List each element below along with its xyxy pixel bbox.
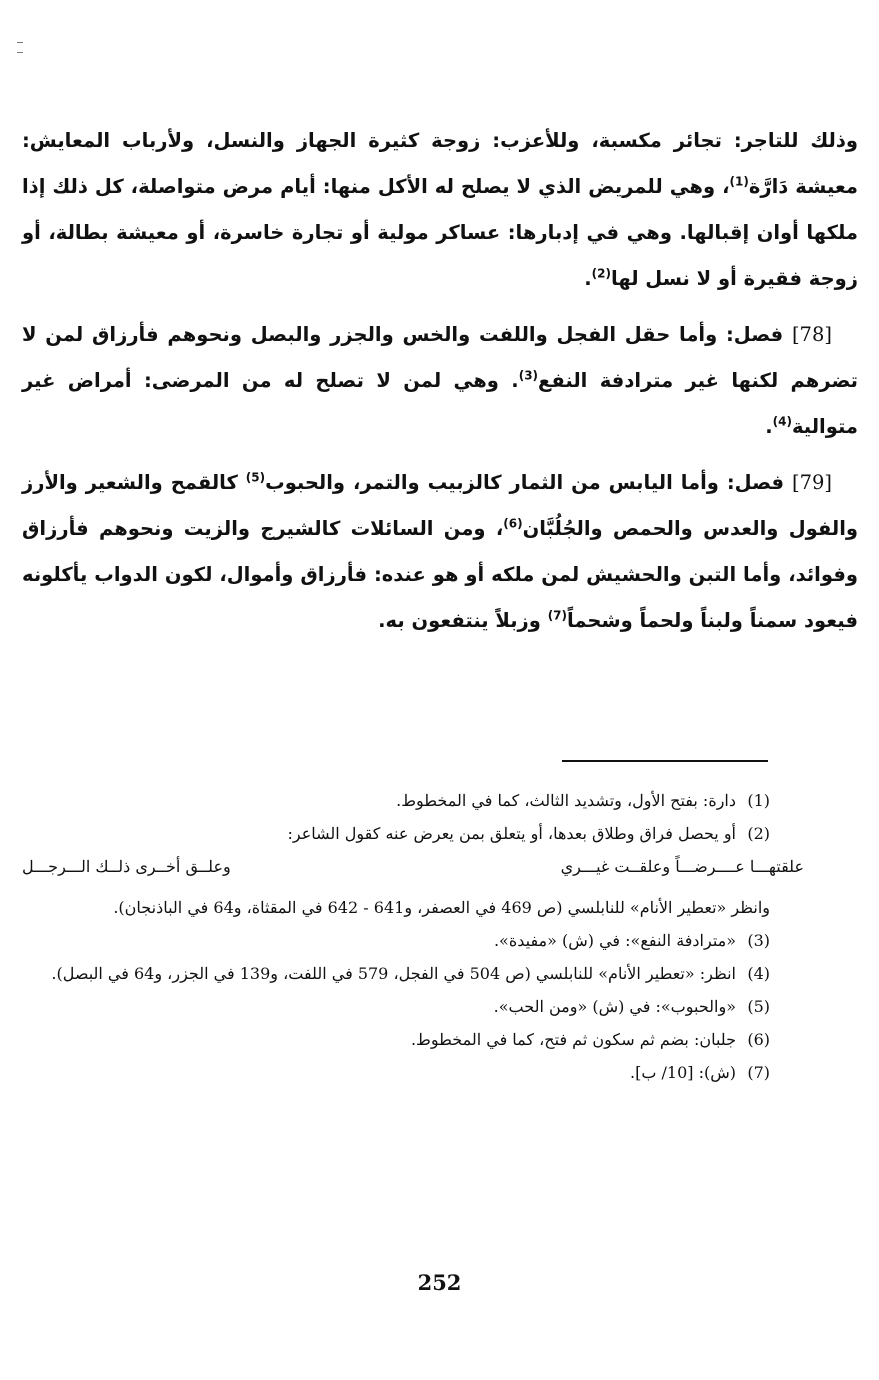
footnote-text: انظر: «تعطير الأنام» للنابلسي (ص 504 في الفجل، 579 في اللفت، و139 في الجزر، و64 في البصل). (51, 964, 736, 983)
paragraph-number: [79] (791, 471, 833, 494)
footnote-text: أو يحصل فراق وطلاق بعدها، أو يتعلق بمن يعرض عنه كقول الشاعر: (287, 824, 736, 843)
footnote-text: جلبان: بضم ثم سكون ثم فتح، كما في المخطوط. (410, 1030, 736, 1049)
paragraph-79-text-c: ، ومن السائلات كالشيرج والزيت ونحوهم فأرزاق وفوائد، وأما التبن والحشيش لمن ملكه أو هو عنده: فأرزاق وأموال، لكون الدواب يأكلونه فيعود سمناً ولبناً ولحماً وشحماً (22, 517, 858, 632)
footnote-number: (7) (747, 1063, 770, 1082)
paragraph-78 (22, 312, 858, 450)
footnote-text: (ش): [10/ ب]. (630, 1063, 736, 1082)
page-number: 252 (417, 1270, 462, 1295)
footnote-reference-text: وانظر «تعطير الأنام» للنابلسي (ص 469 في العصفر، و641 - 642 في المقثاة، و64 في الباذنجان). (113, 898, 770, 917)
footnote-separator (562, 760, 768, 762)
footnote-5 (22, 990, 770, 1023)
footnote-7 (22, 1056, 770, 1089)
verse-second-hemistich: وعلــق أخــرى ذلــك الـــرجـــل (22, 857, 231, 876)
footnote-number: (6) (747, 1030, 770, 1049)
footnote-text: «والحبوب»: في (ش) «ومن الحب». (493, 997, 736, 1016)
paragraph-1-text-c: . (584, 267, 592, 290)
main-text (22, 118, 858, 654)
paragraph-79-text-b: كالقمح والشعير والأرز والفول والعدس والحمص والجُلُبَّان (22, 471, 858, 540)
paragraph-1 (22, 118, 858, 302)
paragraph-number: [78] (791, 323, 832, 346)
footnote-text: دارة: بفتح الأول، وتشديد الثالث، كما في المخطوط. (396, 791, 736, 810)
footnote-ref-2[interactable]: (2) (591, 266, 611, 281)
footnote-number: (3) (747, 931, 770, 950)
footnote-2 (22, 817, 804, 924)
section-keyword: فصل: (725, 323, 784, 346)
footnote-ref-4[interactable]: (4) (772, 414, 792, 429)
paragraph-78-text-a: وأما حقل الفجل واللفت والخس والجزر والبصل ونحوهم فأرزاق لمن لا تضرهم لكنها غير مترادفة النفع (22, 323, 858, 392)
paragraph-79-text-a: وأما اليابس من الثمار كالزبيب والتمر، والحبوب (265, 471, 719, 494)
footnote-3 (22, 924, 770, 957)
footnote-number: (5) (747, 997, 770, 1016)
footnote-ref-5[interactable]: (5) (245, 470, 266, 485)
footnote-ref-7[interactable]: (7) (547, 608, 568, 623)
footnote-number: (1) (747, 791, 770, 810)
footnotes (22, 784, 804, 1089)
footnote-ref-6[interactable]: (6) (503, 516, 523, 531)
verse-first-hemistich: علقتهـــا عــــرضـــاً وعلقــت غيـــري (560, 857, 804, 876)
footnote-number: (2) (747, 824, 770, 843)
paragraph-78-text-c: . (765, 415, 773, 438)
section-keyword: فصل: (726, 471, 785, 494)
footnote-number: (4) (747, 964, 770, 983)
footnote-1 (22, 784, 770, 817)
footnote-text: «مترادفة النفع»: في (ش) «مفيدة». (493, 931, 736, 950)
paragraph-79-text-d: وزبلاً ينتفعون به. (378, 609, 548, 632)
paragraph-1-text-b: ، وهي للمريض الذي لا يصلح له الأكل منها: أيام مرض متواصلة، كل ذلك إذا ملكها أوان إقبالها. وهي في إدبارها: عساكر مولية أو تجارة خاسرة، أو معيشة بطالة، أو زوجة فقيرة أو لا نسل لها (22, 175, 858, 290)
paragraph-79 (22, 460, 858, 644)
paragraph-1-text-a: وذلك للتاجر: تجائر مكسبة، وللأعزب: زوجة كثيرة الجهاز والنسل، ولأرباب المعايش: معيشة دَارَّة (22, 129, 858, 198)
paragraph-78-text-b: . وهي لمن لا تصلح له من المرضى: أمراض غير متوالية (22, 369, 858, 438)
footnote-ref-1[interactable]: (1) (729, 174, 749, 189)
poetry-verse (22, 850, 804, 883)
footnote-ref-3[interactable]: (3) (518, 368, 539, 383)
scan-margin-mark (17, 42, 23, 64)
footnote-4 (22, 957, 770, 990)
footnote-6 (22, 1023, 770, 1056)
